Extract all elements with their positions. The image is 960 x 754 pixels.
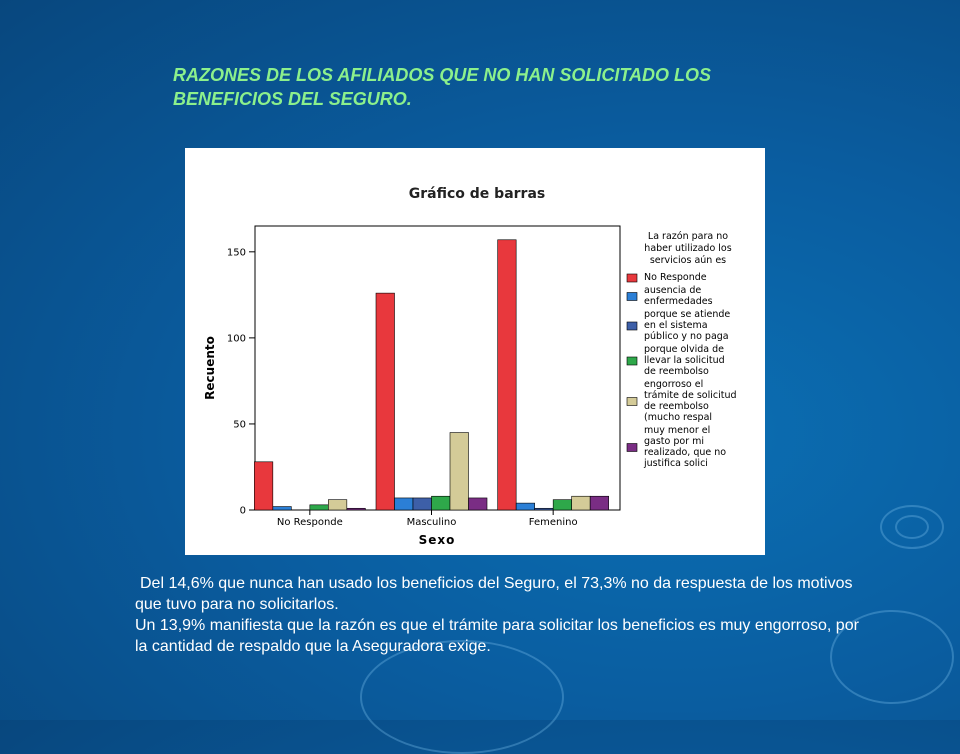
y-tick-label: 150	[227, 247, 246, 258]
legend-label-4: trámite de solicitud	[644, 390, 737, 401]
description-paragraph-1: Del 14,6% que nunca han usado los beneficios del Seguro, el 73,3% no da respuesta de los motivos que tuvo para no solicitarlos.	[135, 573, 875, 615]
legend-label-1: enfermedades	[644, 296, 713, 307]
x-axis-label: Sexo	[419, 533, 456, 547]
legend-title-line: haber utilizado los	[644, 243, 731, 254]
bar-no-responde-series-0	[254, 462, 273, 510]
y-tick-label: 0	[240, 506, 246, 517]
bar-femenino-series-1	[516, 503, 535, 510]
bar-masculino-series-1	[395, 498, 414, 510]
decorative-ripple	[895, 515, 929, 539]
y-axis-label: Recuento	[203, 336, 217, 400]
slide-title-line-1: RAZONES DE LOS AFILIADOS QUE NO HAN SOLICITADO LOS	[173, 63, 853, 87]
plot-area	[255, 226, 620, 510]
legend-label-5: muy menor el	[644, 425, 710, 436]
bar-no-responde-series-5	[347, 508, 366, 510]
slide-title	[173, 63, 853, 111]
legend-label-2: porque se atiende	[644, 309, 730, 320]
legend-label-4: de reembolso	[644, 401, 709, 412]
bar-femenino-series-0	[498, 240, 516, 510]
y-tick-label: 50	[233, 419, 246, 430]
chart-title: Gráfico de barras	[409, 186, 545, 202]
legend-swatch-2	[627, 322, 637, 330]
legend-label-3: llevar la solicitud	[644, 355, 725, 366]
legend-label-4: engorroso el	[644, 379, 703, 390]
legend-swatch-4	[627, 398, 637, 406]
legend-label-2: público y no paga	[644, 331, 729, 342]
bar-chart	[185, 148, 765, 555]
legend-swatch-5	[627, 444, 637, 452]
legend-label-5: justifica solici	[643, 458, 708, 469]
legend-label-5: realizado, que no	[644, 447, 726, 458]
chart-panel	[185, 148, 765, 555]
legend-swatch-1	[627, 293, 637, 301]
legend-title-line: La razón para no	[648, 231, 728, 242]
bar-no-responde-series-3	[310, 505, 329, 510]
legend-label-3: porque olvida de	[644, 344, 724, 355]
legend-title-line: servicios aún es	[650, 255, 726, 266]
x-tick-label: Femenino	[529, 517, 578, 528]
bar-masculino-series-2	[413, 498, 432, 510]
bar-no-responde-series-4	[328, 500, 347, 510]
bar-femenino-series-5	[590, 496, 609, 510]
decorative-ripple	[360, 640, 564, 754]
legend-swatch-0	[627, 274, 637, 282]
bar-masculino-series-5	[469, 498, 488, 510]
slide-title-line-2: BENEFICIOS DEL SEGURO.	[173, 87, 853, 111]
y-tick-label: 100	[227, 333, 246, 344]
legend-label-3: de reembolso	[644, 366, 709, 377]
bar-no-responde-series-1	[273, 507, 292, 510]
bar-masculino-series-3	[432, 496, 451, 510]
legend-label-5: gasto por mi	[644, 436, 704, 447]
description-paragraph-2: Un 13,9% manifiesta que la razón es que el trámite para solicitar los beneficios es muy engorroso, por la cantidad de respaldo que la Aseguradora exige.	[135, 615, 875, 657]
bar-masculino-series-4	[450, 433, 469, 510]
x-tick-label: No Responde	[277, 517, 343, 528]
legend-swatch-3	[627, 357, 637, 365]
legend-label-0: No Responde	[644, 272, 707, 283]
bar-femenino-series-2	[535, 508, 554, 510]
bar-masculino-series-0	[376, 293, 395, 510]
x-tick-label: Masculino	[407, 517, 457, 528]
bar-femenino-series-3	[553, 500, 572, 510]
legend-label-4: (mucho respal	[644, 412, 712, 423]
bar-femenino-series-4	[572, 496, 591, 510]
legend-label-2: en el sistema	[644, 320, 708, 331]
legend-label-1: ausencia de	[644, 285, 701, 296]
